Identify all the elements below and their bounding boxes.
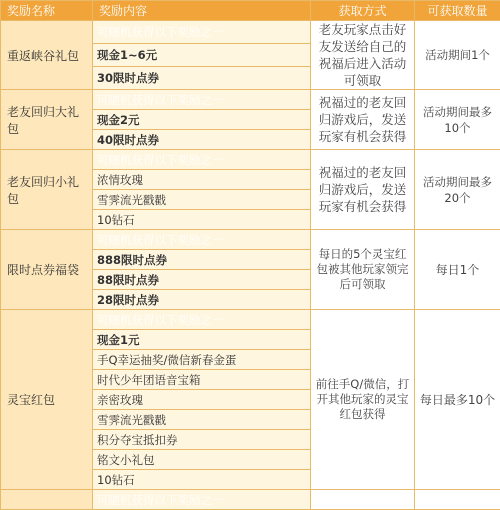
header-count: 可获取数量 (415, 1, 500, 21)
acquire-method: 前往手Q/微信，打开其他玩家的灵宝红包获得 (311, 310, 415, 490)
reward-item-header: 可随机获得以下奖励之一 (93, 90, 311, 110)
reward-item-header: 可随机获得以下奖励之一 (93, 310, 311, 330)
table-body (1, 21, 500, 510)
reward-item: 浓情玫瑰 (93, 170, 311, 190)
acquire-count: 每日最多10个 (415, 310, 500, 490)
reward-item: 10钻石 (93, 470, 311, 490)
reward-name: 老友回归小礼包 (1, 150, 93, 230)
reward-item: 手Q幸运抽奖/微信新春金蛋 (93, 350, 311, 370)
header-method: 获取方式 (311, 1, 415, 21)
reward-item: 28限时点券 (93, 290, 311, 310)
reward-item: 88限时点券 (93, 270, 311, 290)
acquire-count: 活动期间1个 (415, 21, 500, 90)
reward-item-header: 可随机获得以下奖励之一 (93, 150, 311, 170)
reward-name: 老友回归大礼包 (1, 90, 93, 150)
reward-item-header: 可随机获得以下奖励之一 (93, 21, 311, 44)
header-row (1, 1, 500, 21)
acquire-count (415, 490, 500, 510)
reward-item: 现金2元 (93, 110, 311, 130)
reward-name: 重返峡谷礼包 (1, 21, 93, 90)
acquire-method: 祝福过的老友回归游戏后，发送玩家有机会获得 (311, 150, 415, 230)
reward-item: 现金1元 (93, 330, 311, 350)
reward-item-header: 可随机获得以下奖励之一 (93, 490, 311, 510)
acquire-count: 活动期间最多10个 (415, 90, 500, 150)
reward-item: 雪霁流光戳戳 (93, 190, 311, 210)
table-row (1, 90, 500, 110)
acquire-method: 每日的5个灵宝红包被其他玩家领完后可领取 (311, 230, 415, 310)
reward-item: 雪霁流光戳戳 (93, 410, 311, 430)
reward-item: 铭文小礼包 (93, 450, 311, 470)
acquire-count: 每日1个 (415, 230, 500, 310)
reward-name: 限时点券福袋 (1, 230, 93, 310)
header-content: 奖励内容 (93, 1, 311, 21)
table-row (1, 310, 500, 330)
reward-item: 10钻石 (93, 210, 311, 230)
reward-item: 现金1~6元 (93, 44, 311, 67)
reward-item: 30限时点券 (93, 67, 311, 90)
acquire-method (311, 490, 415, 510)
acquire-method: 老友玩家点击好友发送给自己的祝福后进入活动可领取 (311, 21, 415, 90)
header-name: 奖励名称 (1, 1, 93, 21)
table-row (1, 230, 500, 250)
reward-item: 亲密玫瑰 (93, 390, 311, 410)
acquire-method: 祝福过的老友回归游戏后，发送玩家有机会获得 (311, 90, 415, 150)
table-row (1, 21, 500, 44)
reward-item: 888限时点券 (93, 250, 311, 270)
reward-item: 时代少年团语音宝箱 (93, 370, 311, 390)
acquire-count: 活动期间最多20个 (415, 150, 500, 230)
reward-name: 灵宝红包 (1, 310, 93, 490)
table-row (1, 150, 500, 170)
reward-item-header: 可随机获得以下奖励之一 (93, 230, 311, 250)
reward-name (1, 490, 93, 510)
reward-item: 40限时点券 (93, 130, 311, 150)
reward-item: 积分夺宝抵扣券 (93, 430, 311, 450)
table-row (1, 490, 500, 510)
